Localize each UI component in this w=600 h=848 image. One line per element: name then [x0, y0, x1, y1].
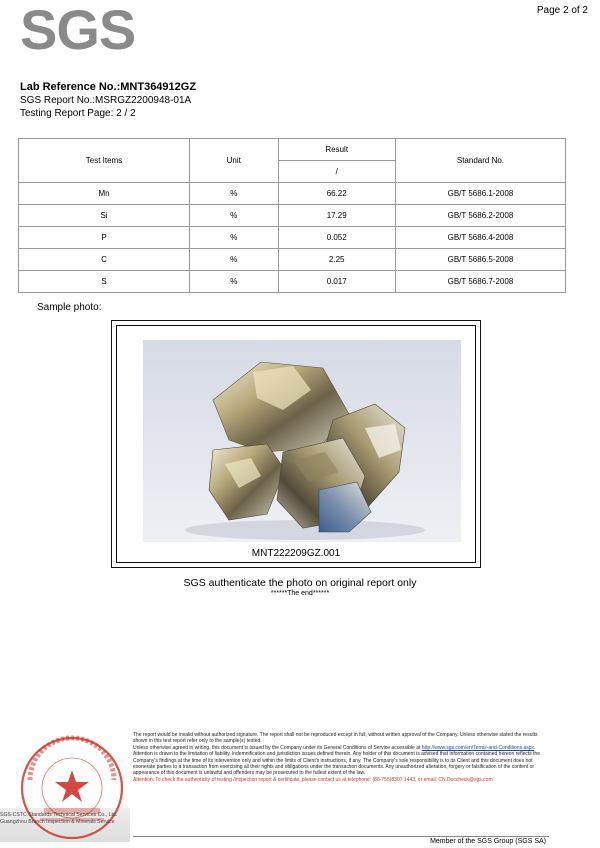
- cell-test-item: Mn: [19, 183, 190, 205]
- end-marker: ******The end******: [270, 590, 330, 597]
- lab-reference: [20, 81, 196, 94]
- cell-result: 17.29: [278, 205, 395, 227]
- logo-text: SGS: [20, 0, 136, 61]
- table-row: [19, 183, 566, 205]
- sample-photo-label: Sample photo:: [37, 302, 102, 313]
- cell-test-item: C: [19, 249, 190, 271]
- fine-print-conditions: [133, 745, 551, 777]
- sample-photo: [143, 340, 461, 542]
- cell-unit: %: [190, 205, 279, 227]
- cell-test-item: Si: [19, 205, 190, 227]
- cell-test-item: S: [19, 271, 190, 293]
- fine-print-attention: Attention: To check the authenticity of testing /inspection report & certificate, please contact us at telephone: (86-755)8307 1443, or email: CN.Doccheck@sgs.com: [133, 776, 493, 783]
- stamp-caption: [0, 812, 140, 826]
- cell-standard: GB/T 5686.1-2008: [395, 183, 565, 205]
- sample-photo-inner-border: [116, 325, 476, 563]
- report-header: [20, 81, 196, 120]
- table-row: [19, 227, 566, 249]
- terms-link[interactable]: http://www.sgs.com/en/Terms-and-Conditions.aspx: [421, 744, 535, 751]
- table-row: [19, 205, 566, 227]
- sgs-seal-stamp-icon: [16, 732, 128, 844]
- report-number: SGS Report No.:MSRGZ2200948-01A: [20, 95, 192, 106]
- sample-photo-caption: MNT222209GZ.001: [251, 548, 341, 559]
- cell-standard: GB/T 5686.7-2008: [395, 271, 565, 293]
- legal-fine-print: [133, 732, 551, 783]
- header-result: Result: [278, 139, 395, 161]
- header-standard: Standard No.: [395, 139, 565, 183]
- member-of-sgs-group: Member of the SGS Group (SGS SA): [430, 838, 546, 845]
- cell-standard: GB/T 5686.5-2008: [395, 249, 565, 271]
- fine-print-conditions-text: Unless otherwise agreed in writing, this document is issued by the Company under its General Conditions of Service accessible at: [133, 744, 422, 751]
- footer-divider: [133, 836, 549, 837]
- cell-unit: %: [190, 227, 279, 249]
- cell-result: 0.052: [278, 227, 395, 249]
- cell-result: 0.017: [278, 271, 395, 293]
- sgs-logo: [20, 0, 136, 61]
- cell-result: 66.22: [278, 183, 395, 205]
- authentication-note: SGS authenticate the photo on original report only: [183, 577, 417, 589]
- fine-print-validity: The report would be invalid without authorized signature. The report shall not be reproduced except in full, without written approval of the Company. Unless otherwise stated the results shown in this test report refer only to the sample(s) tested.: [133, 732, 538, 745]
- results-table: [18, 138, 566, 293]
- header-unit: Unit: [190, 139, 279, 183]
- cell-unit: %: [190, 271, 279, 293]
- table-header-row: [19, 139, 566, 161]
- sample-photo-frame: [111, 320, 481, 568]
- cell-test-item: P: [19, 227, 190, 249]
- header-test-items: Test Items: [19, 139, 190, 183]
- stamp-line-branch: Guangzhou Branch Inspection & Minerals Service: [0, 819, 115, 825]
- header-result-sample: /: [278, 161, 395, 183]
- stamp-line-company: SGS-CSTC Standards Technical Services Co., Ltd.: [0, 812, 118, 818]
- cell-standard: GB/T 5686.4-2008: [395, 227, 565, 249]
- page-number: Page 2 of 2: [536, 5, 588, 16]
- cell-result: 2.25: [278, 249, 395, 271]
- table-row: [19, 271, 566, 293]
- table-row: [19, 249, 566, 271]
- testing-report-page: Testing Report Page: 2 / 2: [20, 108, 136, 119]
- cell-standard: GB/T 5686.2-2008: [395, 205, 565, 227]
- cell-unit: %: [190, 183, 279, 205]
- lab-reference-label: Lab Reference No.:: [20, 81, 121, 93]
- cell-unit: %: [190, 249, 279, 271]
- fine-print-conditions-text-2: . Attention is drawn to the limitation of liability, indemnification and jurisdiction issues defined therein. Any holder of this document is advised that information contained hereon reflects the Company's findings at the time of its intervention only and within the limits of Client's instructions, if any. The Company's sole responsibility is to its Client and this document does not exonerate parties to a transaction from exercising all their rights and obligations under the transaction documents. Any unauthorized alteration, forgery or falsification of the content or appearance of this document is unlawful and offenders may be prosecuted to the fullest extent of the law.: [133, 744, 541, 777]
- lab-reference-value: MNT364912GZ: [120, 81, 197, 93]
